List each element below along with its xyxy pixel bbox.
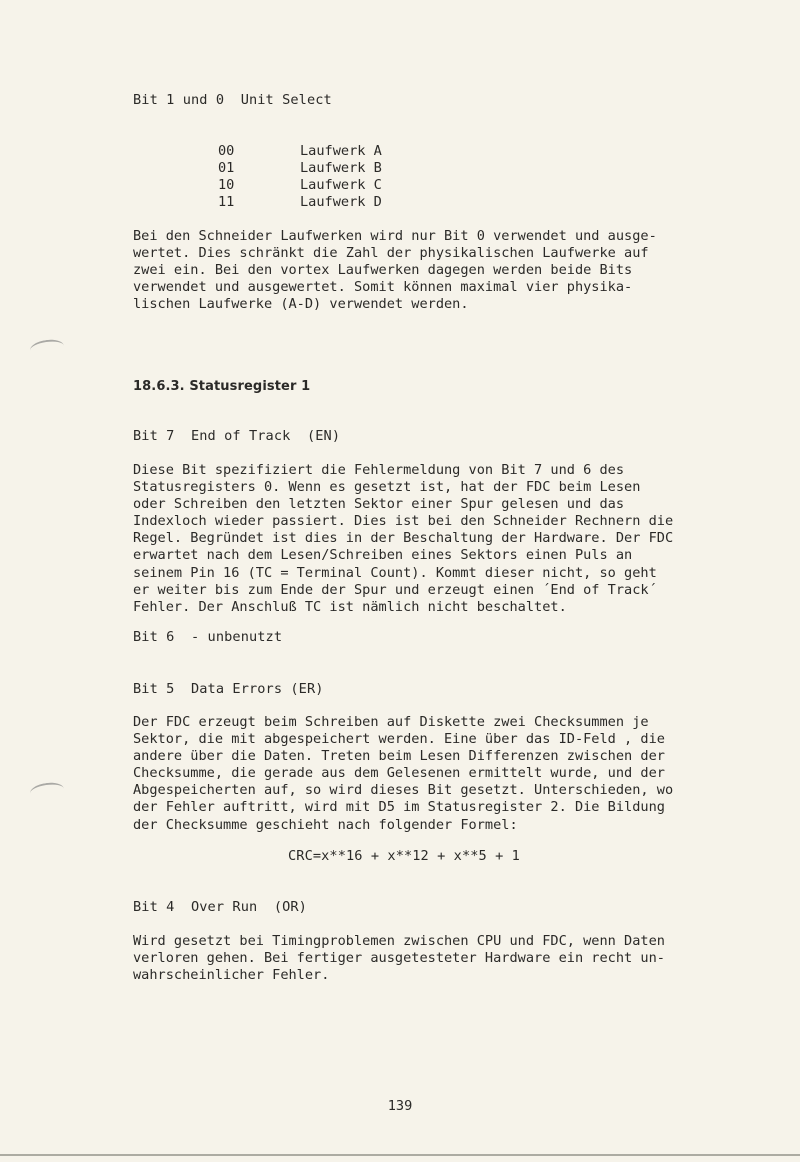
drive-label: Laufwerk C xyxy=(300,177,382,193)
drive-row xyxy=(218,177,382,194)
drive-code: 10 xyxy=(218,177,235,193)
text-line: Regel. Begründet ist dies in der Beschaltung der Hardware. Der FDC xyxy=(133,530,674,547)
drive-label: Laufwerk D xyxy=(300,194,382,210)
text-line: andere über die Daten. Treten beim Lesen Differenzen zwischen der xyxy=(133,748,665,765)
bit6-heading: Bit 6 - unbenutzt xyxy=(133,629,283,645)
text-line: er weiter bis zum Ende der Spur und erzeugt einen ´End of Track´ xyxy=(133,581,657,598)
drive-row xyxy=(218,194,382,211)
text-line: verwendet und ausgewertet. Somit können maximal vier physika- xyxy=(133,279,633,296)
text-line: Indexloch wieder passiert. Dies ist bei den Schneider Rechnern die xyxy=(133,513,674,530)
text-line: Bei den Schneider Laufwerken wird nur Bit 0 verwendet und ausge- xyxy=(133,228,657,244)
text-line: verloren gehen. Bei fertiger ausgetesteter Hardware ein recht un- xyxy=(133,950,665,967)
text-line: wahrscheinlicher Fehler. xyxy=(133,967,330,984)
text-line: der Checksumme geschieht nach folgender Formel: xyxy=(133,816,518,833)
drive-label: Laufwerk B xyxy=(300,160,382,176)
page-number: 139 xyxy=(387,1098,413,1114)
bit5-heading: Bit 5 Data Errors (ER) xyxy=(133,681,324,697)
text-line: Sektor, die mit abgespeichert werden. Eine über das ID-Feld , die xyxy=(133,731,665,748)
text-line: Statusregisters 0. Wenn es gesetzt ist, hat der FDC beim Lesen xyxy=(133,479,641,496)
paragraph-bit4 xyxy=(133,933,693,984)
text-line: Checksumme, die gerade aus dem Gelesenen ermittelt wurde, und der xyxy=(133,765,665,782)
paragraph-bit5 xyxy=(133,714,693,834)
paragraph-bit7 xyxy=(133,462,693,616)
text-line: Diese Bit spezifiziert die Fehlermeldung von Bit 7 und 6 des xyxy=(133,462,625,478)
bit7-heading: Bit 7 End of Track (EN) xyxy=(133,428,341,444)
drive-label: Laufwerk A xyxy=(300,143,382,159)
text-line: erwartet nach dem Lesen/Schreiben eines Sektors einen Puls an xyxy=(133,547,633,564)
text-line: zwei ein. Bei den vortex Laufwerken dagegen werden beide Bits xyxy=(133,262,633,279)
text-line: Der FDC erzeugt beim Schreiben auf Diskette zwei Checksummen je xyxy=(133,714,649,730)
text-line: Wird gesetzt bei Timingproblemen zwischen CPU und FDC, wenn Daten xyxy=(133,933,665,949)
section-heading: 18.6.3. Statusregister 1 xyxy=(133,379,311,394)
text-line: seinem Pin 16 (TC = Terminal Count). Kommt dieser nicht, so geht xyxy=(133,564,657,581)
drive-row xyxy=(218,160,382,177)
text-line: Fehler. Der Anschluß TC ist nämlich nicht beschaltet. xyxy=(133,598,567,615)
drive-code: 11 xyxy=(218,194,235,210)
drive-row xyxy=(218,143,382,160)
bit10-heading: Bit 1 und 0 Unit Select xyxy=(133,92,332,108)
margin-mark xyxy=(29,338,65,359)
text-line: wertet. Dies schränkt die Zahl der physikalischen Laufwerke auf xyxy=(133,245,649,262)
text-line: der Fehler auftritt, wird mit D5 im Statusregister 2. Die Bildung xyxy=(133,799,665,816)
margin-mark xyxy=(29,781,65,802)
bottom-rule xyxy=(0,1154,800,1156)
paragraph-schneider xyxy=(133,228,693,313)
crc-formula: CRC=x**16 + x**12 + x**5 + 1 xyxy=(288,848,520,864)
text-line: Abgespeicherten auf, so wird dieses Bit gesetzt. Unterschieden, wo xyxy=(133,782,674,799)
drive-code: 00 xyxy=(218,143,235,159)
text-line: lischen Laufwerke (A-D) verwendet werden. xyxy=(133,296,469,313)
drive-code: 01 xyxy=(218,160,235,176)
bit4-heading: Bit 4 Over Run (OR) xyxy=(133,899,307,915)
text-line: oder Schreiben den letzten Sektor einer Spur gelesen und das xyxy=(133,496,625,513)
